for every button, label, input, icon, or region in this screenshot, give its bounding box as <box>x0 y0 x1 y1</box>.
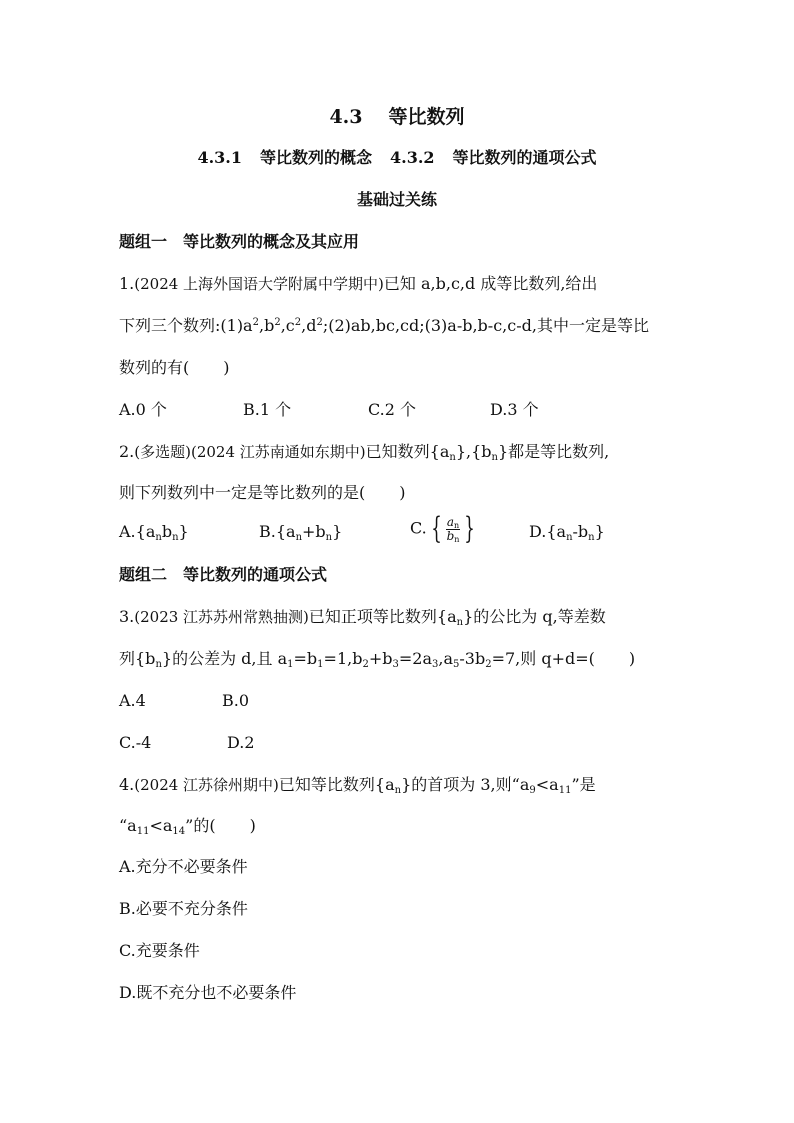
text: }的公比为 q,等差数 <box>463 607 606 626</box>
text: ;(2)ab,bc,cd;(3)a-b,b-c,c-d,其中一定是等比 <box>322 316 649 335</box>
question-1-option-d: D.3 个 <box>490 400 539 419</box>
group-2-title: 题组二 等比数列的通项公式 <box>119 565 328 584</box>
subsection-titles <box>0 148 794 168</box>
subscript: n <box>588 532 595 543</box>
text: A.{a <box>119 522 156 541</box>
text: 列{b <box>119 649 156 668</box>
question-3-line-2 <box>119 649 635 669</box>
text: ”是 <box>571 775 596 794</box>
question-number: 3. <box>119 607 135 626</box>
text: a <box>446 514 455 529</box>
text: B.{a <box>259 522 296 541</box>
text: 已知数列{a <box>365 442 450 461</box>
text: ) <box>223 358 230 377</box>
subscript: n <box>155 532 162 543</box>
text: D.{a <box>529 522 567 541</box>
question-source: (2024 江苏南通如东期中) <box>190 443 366 461</box>
question-2-option-d <box>529 522 605 542</box>
text: },{b <box>455 442 492 461</box>
text: ”的( <box>185 816 216 835</box>
question-2-option-b <box>259 522 342 542</box>
numerator <box>446 516 460 530</box>
text: } <box>594 522 605 541</box>
question-2-line-1 <box>119 442 609 462</box>
text: ) <box>628 649 636 668</box>
subscript: n <box>454 520 460 530</box>
text: } <box>178 522 189 541</box>
question-1-option-a: A.0 个 <box>119 400 167 419</box>
subsection-2-title: 等比数列的通项公式 <box>452 148 597 167</box>
subscript: 2 <box>485 659 492 670</box>
question-number: 2. <box>119 442 135 461</box>
subscript: 5 <box>452 659 460 670</box>
group-1-title: 题组一 等比数列的概念及其应用 <box>119 232 360 251</box>
subscript: 11 <box>558 785 572 796</box>
question-1-line-2 <box>119 316 649 336</box>
question-2-option-a <box>119 522 189 542</box>
text: b <box>446 528 455 543</box>
question-4-option-b: B.必要不充分条件 <box>119 899 248 918</box>
level-title: 基础过关练 <box>356 190 437 209</box>
subscript: n <box>394 785 402 796</box>
text: b <box>161 522 173 541</box>
fraction-stack <box>446 516 460 543</box>
text: =1,b <box>323 649 363 668</box>
right-brace: } <box>464 511 475 546</box>
question-number: 4. <box>119 775 135 794</box>
question-3-option-d: D.2 <box>227 733 255 752</box>
question-4-option-a: A.充分不必要条件 <box>119 857 248 876</box>
question-4-option-d: D.既不充分也不必要条件 <box>119 983 297 1002</box>
text: <a <box>535 775 559 794</box>
question-source: (2024 江苏徐州期中) <box>134 776 279 794</box>
question-1-option-c: C.2 个 <box>368 400 417 419</box>
question-text: 已知 a,b,c,d 成等比数列,给出 <box>383 274 598 293</box>
question-3-option-b: B.0 <box>222 691 250 710</box>
text: 下列三个数列:(1)a <box>119 316 253 335</box>
subscript: 9 <box>529 785 536 796</box>
subsection-1-title: 等比数列的概念 <box>259 148 372 167</box>
question-2-option-c <box>410 511 479 546</box>
question-1-line-3 <box>119 358 230 378</box>
text: }的公差为 d,且 a <box>161 649 288 668</box>
section-title <box>0 105 794 129</box>
section-number: 4.3 <box>329 106 363 128</box>
superscript: 2 <box>274 317 281 328</box>
subscript: 2 <box>362 659 369 670</box>
subscript: 14 <box>172 826 186 837</box>
text: =2a <box>398 649 432 668</box>
subscript: 1 <box>317 659 324 670</box>
text: -3b <box>459 649 486 668</box>
text: ,b <box>258 316 275 335</box>
text: -b <box>572 522 589 541</box>
subscript: n <box>566 532 573 543</box>
subscript: 3 <box>431 659 439 670</box>
text: ,c <box>280 316 295 335</box>
question-3-line-1 <box>119 607 606 627</box>
subscript: n <box>325 532 333 543</box>
subsection-1-number: 4.3.1 <box>197 148 242 167</box>
question-2-line-2 <box>119 483 406 503</box>
subscript: 11 <box>136 826 150 837</box>
text: “a <box>119 816 137 835</box>
text: 则下列数列中一定是等比数列的是( <box>119 483 366 502</box>
question-4-line-1 <box>119 775 596 795</box>
text: ) <box>399 483 406 502</box>
section-name: 等比数列 <box>388 106 465 128</box>
superscript: 2 <box>316 317 323 328</box>
text: =b <box>293 649 318 668</box>
question-4-line-2 <box>119 816 256 836</box>
text: ,d <box>301 316 317 335</box>
text: 已知等比数列{a <box>278 775 395 794</box>
text: +b <box>302 522 326 541</box>
superscript: 2 <box>294 317 302 328</box>
text: } <box>332 522 343 541</box>
text: }都是等比数列, <box>497 442 610 461</box>
subscript: n <box>155 659 162 670</box>
text: <a <box>149 816 173 835</box>
question-source: (2023 江苏苏州常熟抽测) <box>134 608 309 626</box>
question-number: 1. <box>119 274 135 293</box>
text: 数列的有( <box>119 358 190 377</box>
subscript: n <box>456 617 464 628</box>
left-brace: { <box>431 511 442 546</box>
subscript: n <box>454 534 460 544</box>
subscript: n <box>295 532 303 543</box>
question-3-option-a: A.4 <box>119 691 146 710</box>
subscript: 3 <box>392 659 399 670</box>
question-1-option-b: B.1 个 <box>243 400 292 419</box>
text: 已知正项等比数列{a <box>308 607 457 626</box>
subscript: n <box>491 452 498 463</box>
subscript: 1 <box>287 659 294 670</box>
text: C. <box>410 518 427 538</box>
question-4-option-c: C.充要条件 <box>119 941 200 960</box>
text: =7,则 q+d=( <box>491 649 595 668</box>
question-1-line-1 <box>119 274 597 294</box>
subscript: n <box>172 532 179 543</box>
text: ,a <box>438 649 453 668</box>
denominator <box>447 530 460 543</box>
subscript: n <box>449 452 456 463</box>
text: +b <box>368 649 393 668</box>
superscript: 2 <box>252 317 259 328</box>
text: }的首项为 3,则“a <box>401 775 530 794</box>
question-tag: (多选题) <box>134 443 191 461</box>
question-3-option-c: C.-4 <box>119 733 152 752</box>
fraction <box>427 511 480 546</box>
text: ) <box>249 816 256 835</box>
question-source: (2024 上海外国语大学附属中学期中) <box>134 275 384 293</box>
subsection-2-number: 4.3.2 <box>390 148 435 167</box>
